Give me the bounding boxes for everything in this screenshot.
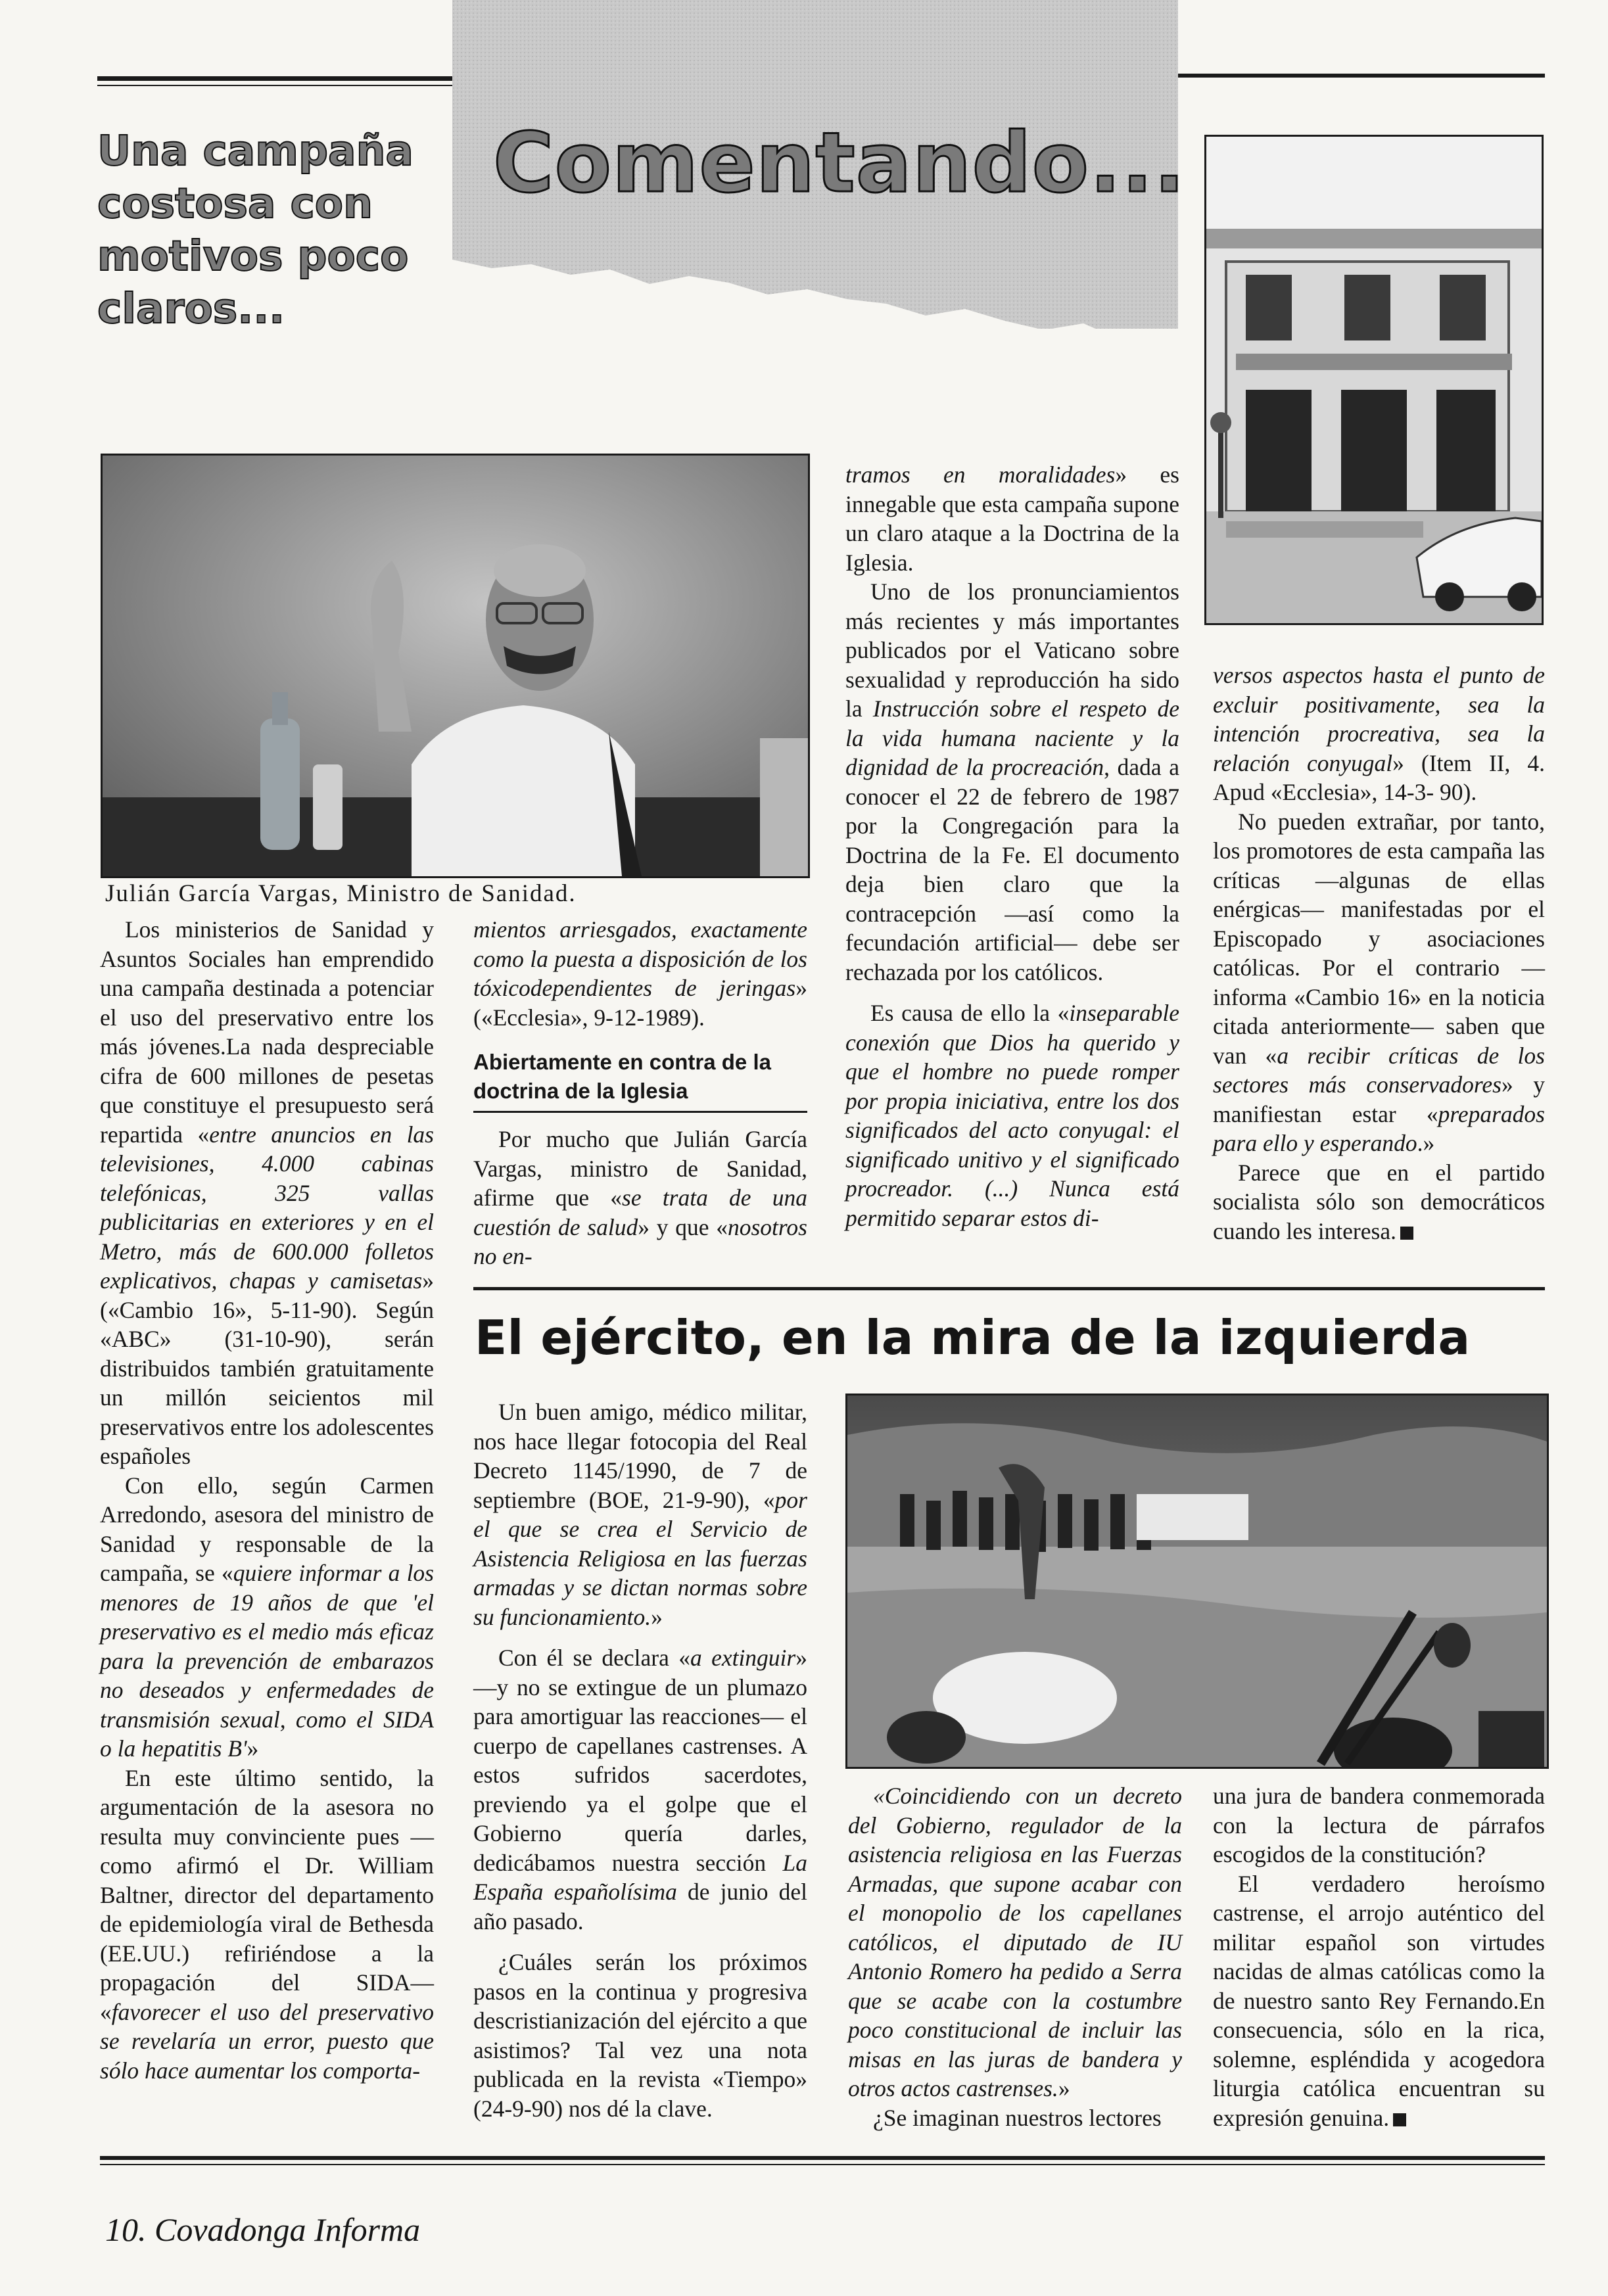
bottom-rule bbox=[100, 2156, 1545, 2160]
article2-column2 bbox=[848, 1781, 1182, 2132]
minister-photo-image bbox=[103, 456, 808, 876]
building-photo bbox=[1204, 135, 1544, 625]
minister-photo bbox=[101, 454, 810, 878]
article1-paragraph: Uno de los pronunciamientos más recientes y más importantes publicados por el Vaticano sobre sexualidad y reproducción ha sido la Instrucción sobre el respeto de la vida humana naciente y la dignidad de la procreación, dada a conocer el 22 de febrero de 1987 por la Congregación para la Doctrina de la Fe. El documento deja bien claro que la contracepción —así como la fecundación artificial— debe ser rechazada por los católicos. bbox=[845, 578, 1179, 985]
photo-caption: Julián García Vargas, Ministro de Sanidad. bbox=[105, 880, 577, 907]
article2-paragraph: El verdadero heroísmo castrense, el arrojo auténtico del militar español son virtudes nacidas de almas católicas como la de nuestro santo Rey Fernando.En consecuencia, sólo en la rica, solemne, espléndida y acogedora liturgia católica encuentran su expresión genuina. bbox=[1213, 1870, 1545, 2131]
top-rule-left-thin bbox=[97, 85, 452, 86]
article2-paragraph: Un buen amigo, médico militar, nos hace llegar fotocopia del Real Decreto 1145/1990, de 7 de septiembre (BOE, 21-9-90), «por el que se crea el Servicio de Asistencia Religiosa en las fuerzas armadas y se dictan normas sobre su funcionamiento.» bbox=[473, 1399, 807, 1630]
article2-paragraph: «Coincidiendo con un decreto del Gobierno, regulador de la asistencia religiosa en las Fuerzas Armadas, que supone acabar con el monopolio de los capellanes católicos, el diputado de IU Antonio Romero ha pedido a Serra que se acabe con la costumbre poco constitucional de incluir las misas en las juras de bandera y otros actos castrenses.» bbox=[848, 1783, 1182, 2101]
article1-subhead: Abiertamente en contra de la doctrina de la Iglesia bbox=[473, 1050, 771, 1103]
article1-paragraph: No pueden extrañar, por tanto, los promotores de esta campaña las críticas —algunas de ellas enérgicas— manifestadas por el Episcopado y asociaciones católicas. Por el contrario —informa «Cambio 16» en la noticia citada anteriormente— saben que van «a recibir críticas de los sectores más conservadores» y manifiestan estar «preparados para ello y esperando.» bbox=[1213, 808, 1546, 1156]
article1-paragraph: Con ello, según Carmen Arredondo, asesora del ministro de Sanidad y responsable de la campaña, se «quiere informar a los menores de 19 años de que 'el preservativo es el medio más eficaz para la prevención de embarazos no deseados y enfermedades de transmisión sexual, como el SIDA o la hepatitis B'» bbox=[100, 1472, 434, 1762]
article2-paragraph: ¿Se imaginan nuestros lectores bbox=[873, 2104, 1162, 2131]
article2-paragraph: una jura de bandera conmemorada con la lectura de párrafos escogidos de la constitución? bbox=[1213, 1783, 1545, 1867]
end-mark-icon bbox=[1393, 2113, 1406, 2126]
article1-column1 bbox=[100, 915, 434, 2085]
article1-paragraph: Los ministerios de Sanidad y Asuntos Sociales han emprendido una campaña destinada a potenciar el uso del preservativo entre los más jóvenes.La nada despreciable cifra de 600 millones de pesetas que constituye el presupuesto será repartida «entre anuncios en las televisiones, 4.000 cabinas telefónicas, 325 vallas publicitarias en exteriores y en el Metro, más de 600.000 folletos explicativos, chapas y camisetas» («Cambio 16», 5-11-90). Según «ABC» (31-10-90), serán distribuidos también gratuitamente un millón seicientos mil preservativos entre los adolescentes españoles bbox=[100, 916, 434, 1469]
article1-column3 bbox=[845, 460, 1179, 1232]
article2-headline: El ejército, en la mira de la izquierda bbox=[475, 1310, 1471, 1365]
article1-paragraph: Parece que en el partido socialista sólo son democráticos cuando les interesa. bbox=[1213, 1159, 1545, 1244]
article1-paragraph: mientos arriesgados, exactamente como la puesta a disposición de los tóxicodependientes de jeringas» («Ecclesia», 9-12-1989). bbox=[473, 916, 807, 1031]
article1-column4 bbox=[1213, 661, 1545, 1246]
top-rule-left bbox=[97, 76, 452, 81]
article1-paragraph: Por mucho que Julián García Vargas, ministro de Sanidad, afirme que «se trata de una cuestión de salud» y que «nosotros no en- bbox=[473, 1126, 808, 1269]
bottom-rule-thin bbox=[100, 2164, 1545, 2165]
article1-paragraph: En este último sentido, la argumentación de la asesora no resulta muy convinciente pues —como afirmó el Dr. William Baltner, director del departamento de epidemiología viral de Bethesda (EE.UU.) refiriéndose a la propagación del SIDA— «favorecer el uso del preservativo se revelaría un error, puesto que sólo hace aumentar los comporta- bbox=[100, 1764, 434, 2084]
article2-top-rule bbox=[473, 1287, 1545, 1290]
top-rule-right bbox=[1177, 74, 1545, 78]
article2-paragraph: Con él se declara «a extinguir» —y no se extingue de un plumazo para amortiguar las reacciones— el cuerpo de capellanes castrenses. A estos sufridos sacerdotes, previendo ya el golpe que el Gobierno quería darles, dedicábamos nuestra sección La España españolísima de junio del año pasado. bbox=[473, 1645, 807, 1934]
article1-column2 bbox=[473, 915, 807, 1271]
article2-paragraph: ¿Cuáles serán los próximos pasos en la continua y progresiva descristianización del ejército a que asistimos? Tal vez una nota publicada en la revista «Tiempo» (24-9-90) nos dé la clave. bbox=[473, 1949, 807, 2122]
ceremony-photo-image bbox=[847, 1395, 1547, 1767]
article2-column3 bbox=[1213, 1781, 1545, 2132]
building-photo-image bbox=[1206, 137, 1542, 623]
page-footer: 10. Covadonga Informa bbox=[105, 2211, 421, 2248]
end-mark-icon bbox=[1400, 1227, 1413, 1240]
article1-paragraph: versos aspectos hasta el punto de excluir positivamente, sea la intención procreativa, sea la relación conyugal» (Item II, 4. Apud «Ecclesia», 14-3- 90). bbox=[1213, 662, 1545, 805]
subhead-rule bbox=[473, 1111, 807, 1113]
article2-column1 bbox=[473, 1397, 807, 2123]
section-title: Comentando... bbox=[493, 114, 1186, 211]
ceremony-photo bbox=[845, 1394, 1549, 1769]
article1-headline: Una campaña costosa con motivos poco claros... bbox=[97, 127, 414, 333]
article1-paragraph: tramos en moralidades» es innegable que esta campaña supone un claro ataque a la Doctrina de la Iglesia. bbox=[845, 461, 1179, 576]
article1-paragraph: Es causa de ello la «inseparable conexión que Dios ha querido y que el hombre no puede romper por propia iniciativa, entre los dos significados del acto conyugal: el significado unitivo y el significado procreador. (...) Nunca está permitido separar estos di- bbox=[845, 1000, 1179, 1231]
